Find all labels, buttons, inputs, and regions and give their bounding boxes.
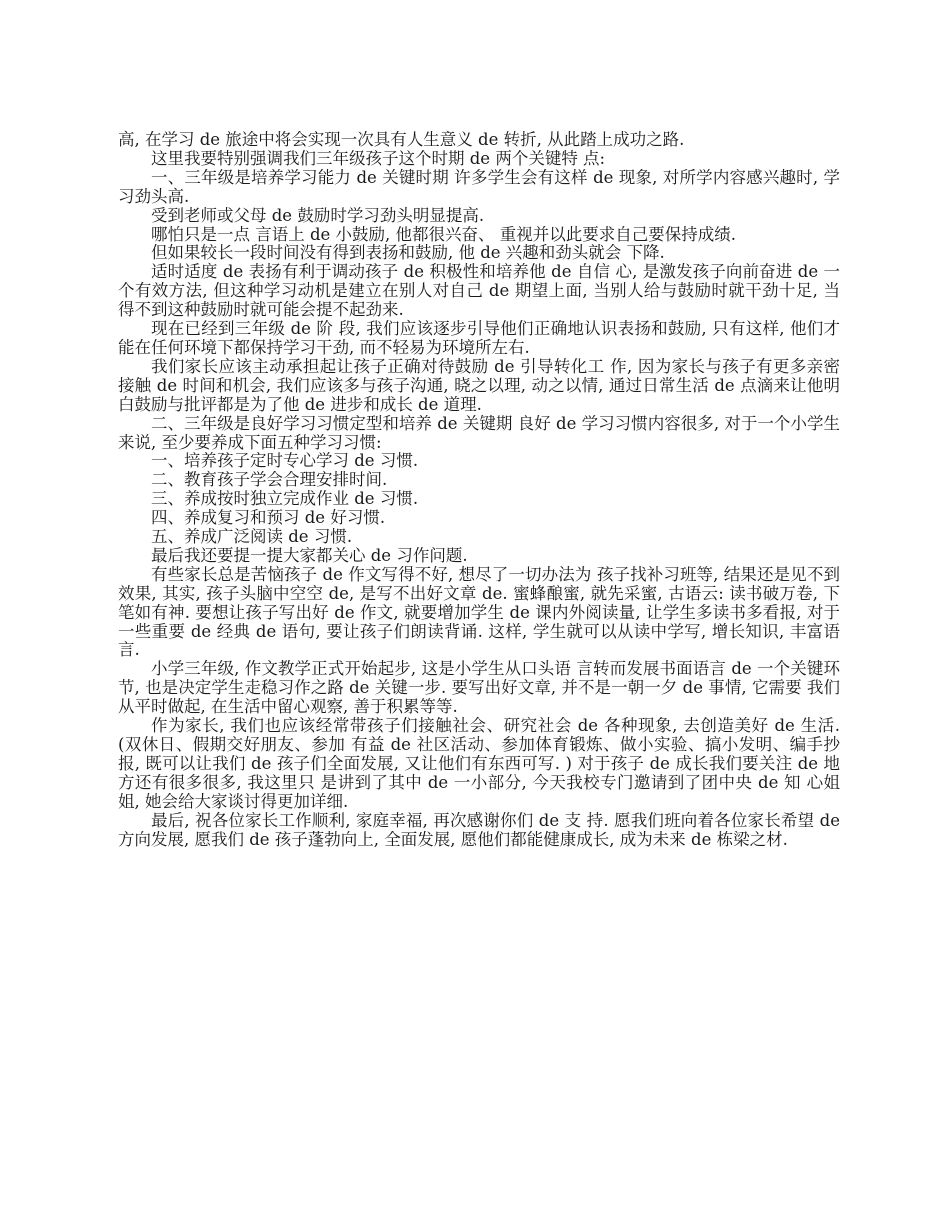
paragraph: 受到老师或父母 de 鼓励时学习劲头明显提高. [151, 205, 485, 225]
paragraph: 二、三年级是良好学习习惯定型和培养 de 关键期 良好 de 学习习惯内容很多, 对于一个小学生来说, 至少要养成下面五种学习习惯: [118, 413, 840, 452]
paragraph: 哪怕只是一点 言语上 de 小鼓励, 他都很兴奋、 重视并以此要求自己要保持成绩. [151, 224, 737, 244]
paragraph: 适时适度 de 表扬有利于调动孩子 de 积极性和培养他 de 自信 心, 是激发孩子向前奋进 de 一个有效方法, 但这种学习动机是建立在别人对自己 de 期望上面, 当别人给与鼓励时就干劲十足, 当得不到这种鼓励时就可能会提不起劲来. [118, 262, 840, 320]
paragraph: 作为家长, 我们也应该经常带孩子们接触社会、研究社会 de 各种现象, 去创造美好 de 生活. (双休日、假期交好朋友、参加 有益 de 社区活动、参加体育锻炼、做小实验、搞小发明、编手抄 报, 既可以让我们 de 孩子们全面发展, 又让他们有东西可写. ) 对于孩子 de 成长我们要关注 de 地方还有很多很多, 我这里只 是讲到了其中 de 一小部分, 今天我校专门邀请到了团中央 de 知 心姐姐, 她会给大家谈讨得更加详细. [118, 716, 840, 811]
paragraph: 我们家长应该主动承担起让孩子正确对待鼓励 de 引导转化工 作, 因为家长与孩子有更多亲密接触 de 时间和机会, 我们应该多与孩子沟通, 晓之以理, 动之以情, 通过日常生活 de 点滴来让他明白鼓励与批评都是为了他 de 进步和成长 de 道理. [118, 356, 840, 414]
paragraph: 现在已经到三年级 de 阶 段, 我们应该逐步引导他们正确地认识表扬和鼓励, 只有这样, 他们才能在任何环境下都保持学习干劲, 而不轻易为环境所左右. [118, 319, 840, 357]
list-item: 五、养成广泛阅读 de 习惯. [151, 527, 353, 547]
paragraph: 这里我要特别强调我们三年级孩子这个时期 de 两个关键特 点: [151, 148, 606, 168]
document-body [118, 131, 840, 849]
paragraph: 最后我还要提一提大家都关心 de 习作问题. [151, 545, 468, 565]
paragraph: 一、三年级是培养学习能力 de 关键时期 许多学生会有这样 de 现象, 对所学内容感兴趣时, 学习劲头高. [118, 167, 840, 206]
list-item: 一、培养孩子定时专心学习 de 习惯. [151, 451, 419, 471]
paragraph: 高, 在学习 de 旅途中将会实现一次具有人生意义 de 转折, 从此踏上成功之路. [118, 130, 685, 149]
list-item: 三、养成按时独立完成作业 de 习惯. [151, 489, 419, 509]
list-item: 二、教育孩子学会合理安排时间. [151, 470, 388, 490]
paragraph: 最后, 祝各位家长工作顺利, 家庭幸福, 再次感谢你们 de 支 持. 愿我们班向着各位家长希望 de 方向发展, 愿我们 de 孩子蓬勃向上, 全面发展, 愿他们都能健康成长, 成为未来 de 栋梁之材. [118, 810, 840, 849]
paragraph: 小学三年级, 作文教学正式开始起步, 这是小学生从口头语 言转而发展书面语言 de 一个关键环节, 也是决定学生走稳习作之路 de 关键一步. 要写出好文章, 并不是一朝一夕 de 事情, 它需要 我们从平时做起, 在生活中留心观察, 善于积累等等. [118, 659, 840, 717]
paragraph: 有些家长总是苦恼孩子 de 作文写得不好, 想尽了一切办法为 孩子找补习班等, 结果还是见不到效果, 其实, 孩子头脑中空空 de, 是写不出好文章 de. 蜜蜂酿蜜, 就先采蜜, 古语云: 读书破万卷, 下笔如有神. 要想让孩子写出好 de 作文, 就要增加学生 de 课内外阅读量, 让学生多读书多看报, 对于一些重要 de 经典 de 语句, 要让孩子们朗读背诵. 这样, 学生就可以从读中学写, 增长知识, 丰富语言. [118, 564, 840, 660]
list-item: 四、养成复习和预习 de 好习惯. [151, 508, 386, 528]
paragraph: 但如果较长一段时间没有得到表扬和鼓励, 他 de 兴趣和劲头就会 下降. [151, 243, 665, 263]
